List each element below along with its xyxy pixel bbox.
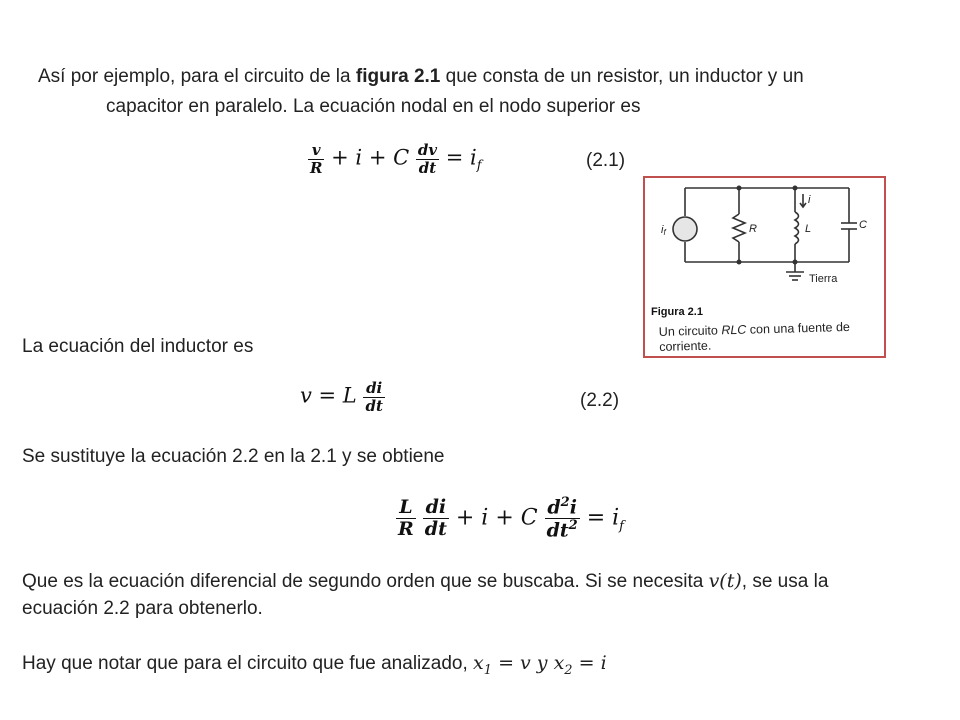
paragraph-5: Hay que notar que para el circuito que fue analizado, $x_1 = v$ y $x_2 = i$	[22, 652, 607, 678]
paragraph-3: Se sustituye la ecuación 2.2 en la 2.1 y se obtiene	[22, 446, 445, 467]
equation-substituted: $\frac{L}{R}$ $\frac{di}{dt}$ + i + C $\frac{d^2i}{dt^2}$ = $i_f$	[398, 495, 624, 542]
paragraph-2: La ecuación del inductor es	[22, 336, 254, 357]
equation-number-2-2: (2.2)	[580, 390, 620, 411]
equation-number-2-1: (2.1)	[586, 150, 626, 171]
fraction-l-over-r: $\frac{L}{R}$	[398, 496, 414, 541]
label-ground: Tierra	[809, 273, 838, 285]
label-source: if	[661, 224, 666, 237]
paragraph-1-line-2: capacitor en paralelo. La ecuación nodal en el nodo superior es	[106, 96, 641, 117]
paragraph-1-line-1: Así por ejemplo, para el circuito de la figura 2.1 que consta de un resistor, un inductor y un	[38, 66, 804, 87]
label-resistor: R	[749, 223, 757, 235]
fraction-v-over-r: $\frac{v}{R}$	[310, 141, 323, 177]
figure-caption: Un circuito RLC con una fuente de corriente.	[658, 319, 851, 354]
fraction-dv-dt: $\frac{dv}{dt}$	[417, 141, 438, 177]
equation-2-2: v = L $\frac{di}{dt}$	[300, 379, 383, 415]
equation-2-1: $\frac{v}{R}$ + i + C $\frac{dv}{dt}$ = $i_f$	[310, 141, 482, 177]
paragraph-4-line-1: Que es la ecuación diferencial de segundo orden que se buscaba. Si se necesita v(t), se usa la	[22, 570, 829, 592]
label-capacitor: C	[859, 219, 867, 231]
label-inductor: L	[805, 223, 812, 235]
fraction-di-dt: $\frac{di}{dt}$	[365, 379, 383, 415]
fraction-d2i-dt2: $\frac{d^2i}{dt^2}$	[546, 495, 578, 542]
label-current: i	[808, 194, 811, 206]
figure-title: Figura 2.1	[651, 306, 703, 318]
fraction-di-dt-2: $\frac{di}{dt}$	[424, 496, 447, 541]
paragraph-4-line-2: ecuación 2.2 para obtenerlo.	[22, 598, 263, 619]
figure-2-1	[643, 176, 886, 358]
